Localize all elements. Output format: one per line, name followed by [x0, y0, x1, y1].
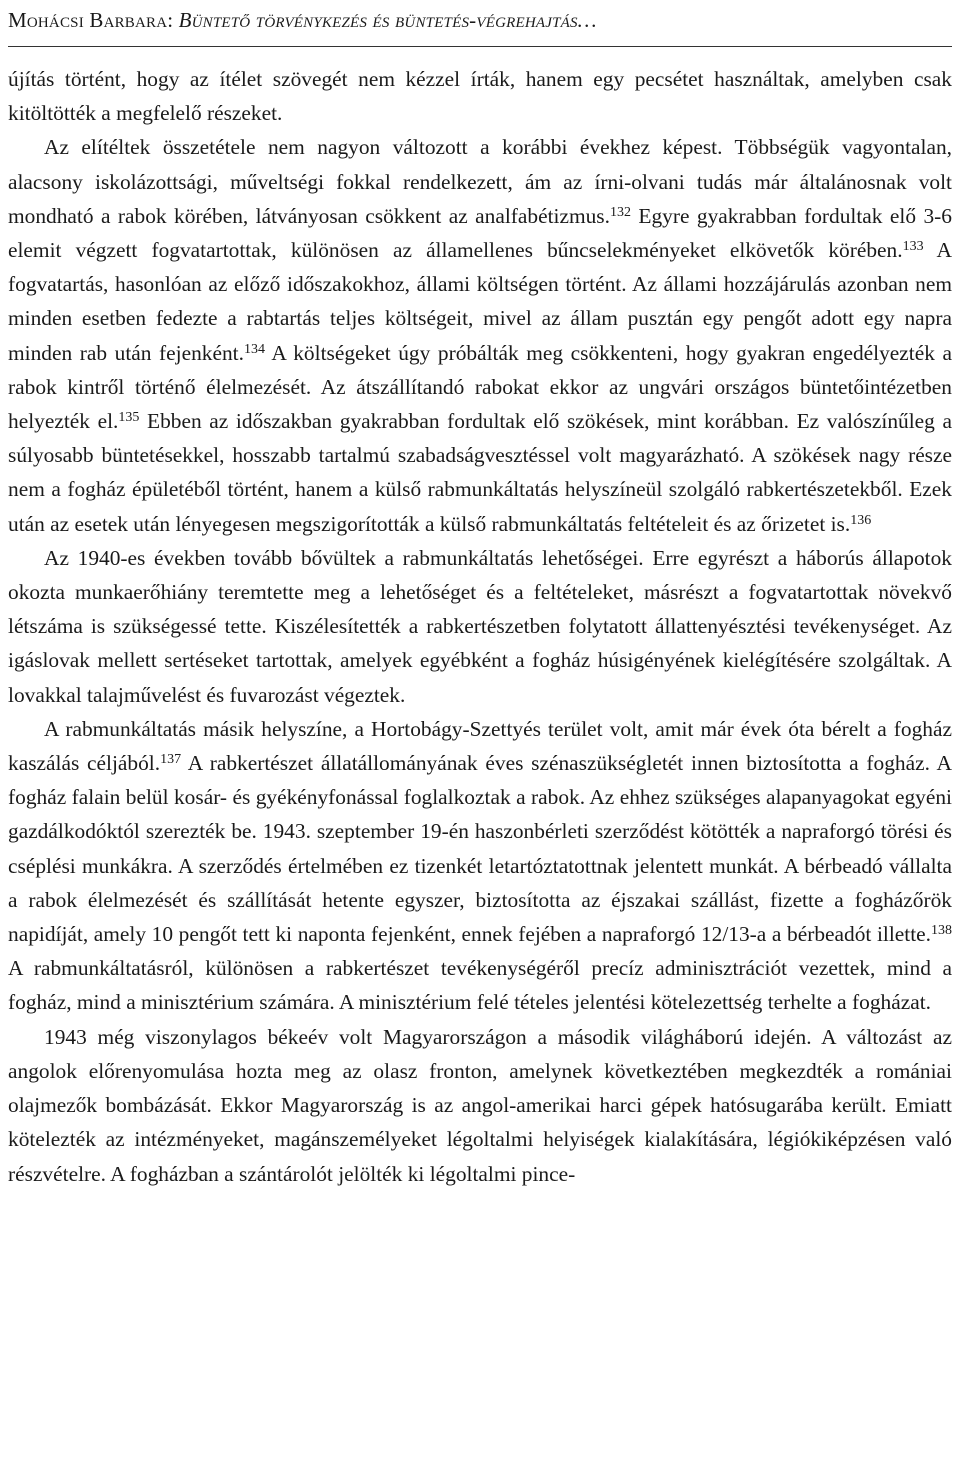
paragraph-text: A költségeket úgy próbálták meg csökkenteni, hogy gyakran engedélyezték a rabok kintről történő élelmezését. Az átszállítandó rabokat ekkor az ungvári országos büntetőintézetben helyezték el.	[8, 340, 953, 434]
paragraph-text: Egyre gyakrabban fordultak elő 3-6 elemit végzett fogvatartottak, különösen az államellenes bűncselekményeket elkövetők körében.	[8, 203, 952, 263]
paragraph-text: A rabmunkáltatásról, különösen a rabkertészet tevékenységéről precíz adminisztrációt vezettek, mind a fogház, mind a minisztérium számára. A minisztérium felé tételes jelentési kötelezettség terhelte a fogházat.	[8, 956, 952, 1015]
body-text	[8, 62, 952, 1191]
footnote-ref[interactable]: 132	[609, 204, 631, 220]
paragraph	[8, 541, 952, 712]
header-title: Büntető törvénykezés és büntetés-végrehajtás…	[178, 8, 597, 32]
footnote-ref[interactable]: 137	[160, 751, 182, 767]
footnote-ref[interactable]: 136	[850, 512, 872, 528]
footnote-ref[interactable]: 138	[931, 922, 952, 938]
footnote-ref[interactable]: 135	[118, 409, 140, 425]
paragraph-text: 1943 még viszonylagos békeév volt Magyarországon a második világháború idején. A változást az angolok előrenyomulása hozta meg az olasz fronton, amelynek következtében megkezdték a romániai olajmezők bombázását. Ekkor Magyarország is az angol-amerikai harci gépek hatósugarába került. Emiatt kötelezték az intézményeket, magánszemélyeket légoltalmi helyiségek kialakítására, légiókiképzésen való részvételre. A fogházban a szántárolót jelölték ki légoltalmi pince-	[8, 1024, 952, 1186]
paragraph	[8, 62, 952, 130]
paragraph	[8, 130, 952, 540]
paragraph-text: A rabkertészet állatállományának éves szénaszükségletét innen biztosította a fogház. A fogház falain belül kosár- és gyékényfonással foglalkoztak a rabok. Az ehhez szükséges alapanyagokat egyéni gazdálkodóktól szerezték be. 1943. szeptember 19-én haszonbérleti szerződést kötötték a napraforgó törési és cséplési munkákra. A szerződés értelmében ez tizenkét letartóztatottnak jelentett munkát. A bérbeadó vállalta a rabok élelmezését és szállítását hetente egyszer, biztosította az éjszakai szállást, fizette a fogházőrök napidíját, amely 10 pengőt tett ki naponta fejenként, ennek fejében a napraforgó 12/13-a a bérbeadót illette.	[8, 751, 952, 947]
paragraph-text: A rabmunkáltatás másik helyszíne, a Hortobágy-Szettyés terület volt, amit már évek óta bérelt a fogház kaszálás céljából.	[8, 716, 952, 776]
running-header	[8, 6, 952, 47]
footnote-ref[interactable]: 133	[902, 238, 924, 254]
header-author: Mohácsi Barbara:	[8, 8, 174, 32]
paragraph-text: Az elítéltek összetétele nem nagyon változott a korábbi évekhez képest. Többségük vagyontalan, alacsony iskolázottsági, műveltségi fokkal rendelkezett, ám az írni-olvani tudás már általánosnak volt mondható a rabok körében, látványosan csökkent az analfabétizmus.	[8, 135, 952, 228]
footnote-ref[interactable]: 134	[243, 341, 265, 357]
paragraph	[8, 1020, 952, 1191]
paragraph	[8, 712, 952, 1020]
paragraph-text: újítás történt, hogy az ítélet szövegét nem kézzel írták, hanem egy pecsétet használtak, amelyben csak kitöltötték a megfelelő részeket.	[8, 67, 952, 126]
paragraph-text: Az 1940-es években tovább bővültek a rabmunkáltatás lehetőségei. Erre egyrészt a háborús állapotok okozta munkaerőhiány teremtette meg a lehetőséget és a feltételeket, másrészt a fogvatartottak növekvő létszáma is szükségessé tette. Kiszélesítették a rabkertészetben folytatott állattenyésztési tevékenységet. Az igáslovak mellett sertéseket tartottak, amelyek egyébként a fogház húsigényének kielégítésére szolgáltak. A lovakkal talajművelést és fuvarozást végeztek.	[8, 545, 952, 707]
paragraph-text: Ebben az időszakban gyakrabban fordultak elő szökések, mint korábban. Ez valószínűleg a súlyosabb büntetésekkel, hosszabb tartalmú szabadságvesztéssel volt magyarázható. A szökések nagy része nem a fogház épületéből történt, hanem a külső rabmunkáltatás helyszíneül szolgáló rabkertészetekből. Ezek után az esetek után lényegesen megszigorították a külső rabmunkáltatás feltételeit és az őrizetet is.	[8, 409, 952, 536]
paragraph-text: A fogvatartás, hasonlóan az előző időszakokhoz, állami költségen történt. Az állami hozzájárulás azonban nem minden esetben fedezte a rabtartás teljes költségeit, mivel az állam pusztán egy pengőt adott egy napra minden rab után fejenként.	[8, 238, 952, 365]
